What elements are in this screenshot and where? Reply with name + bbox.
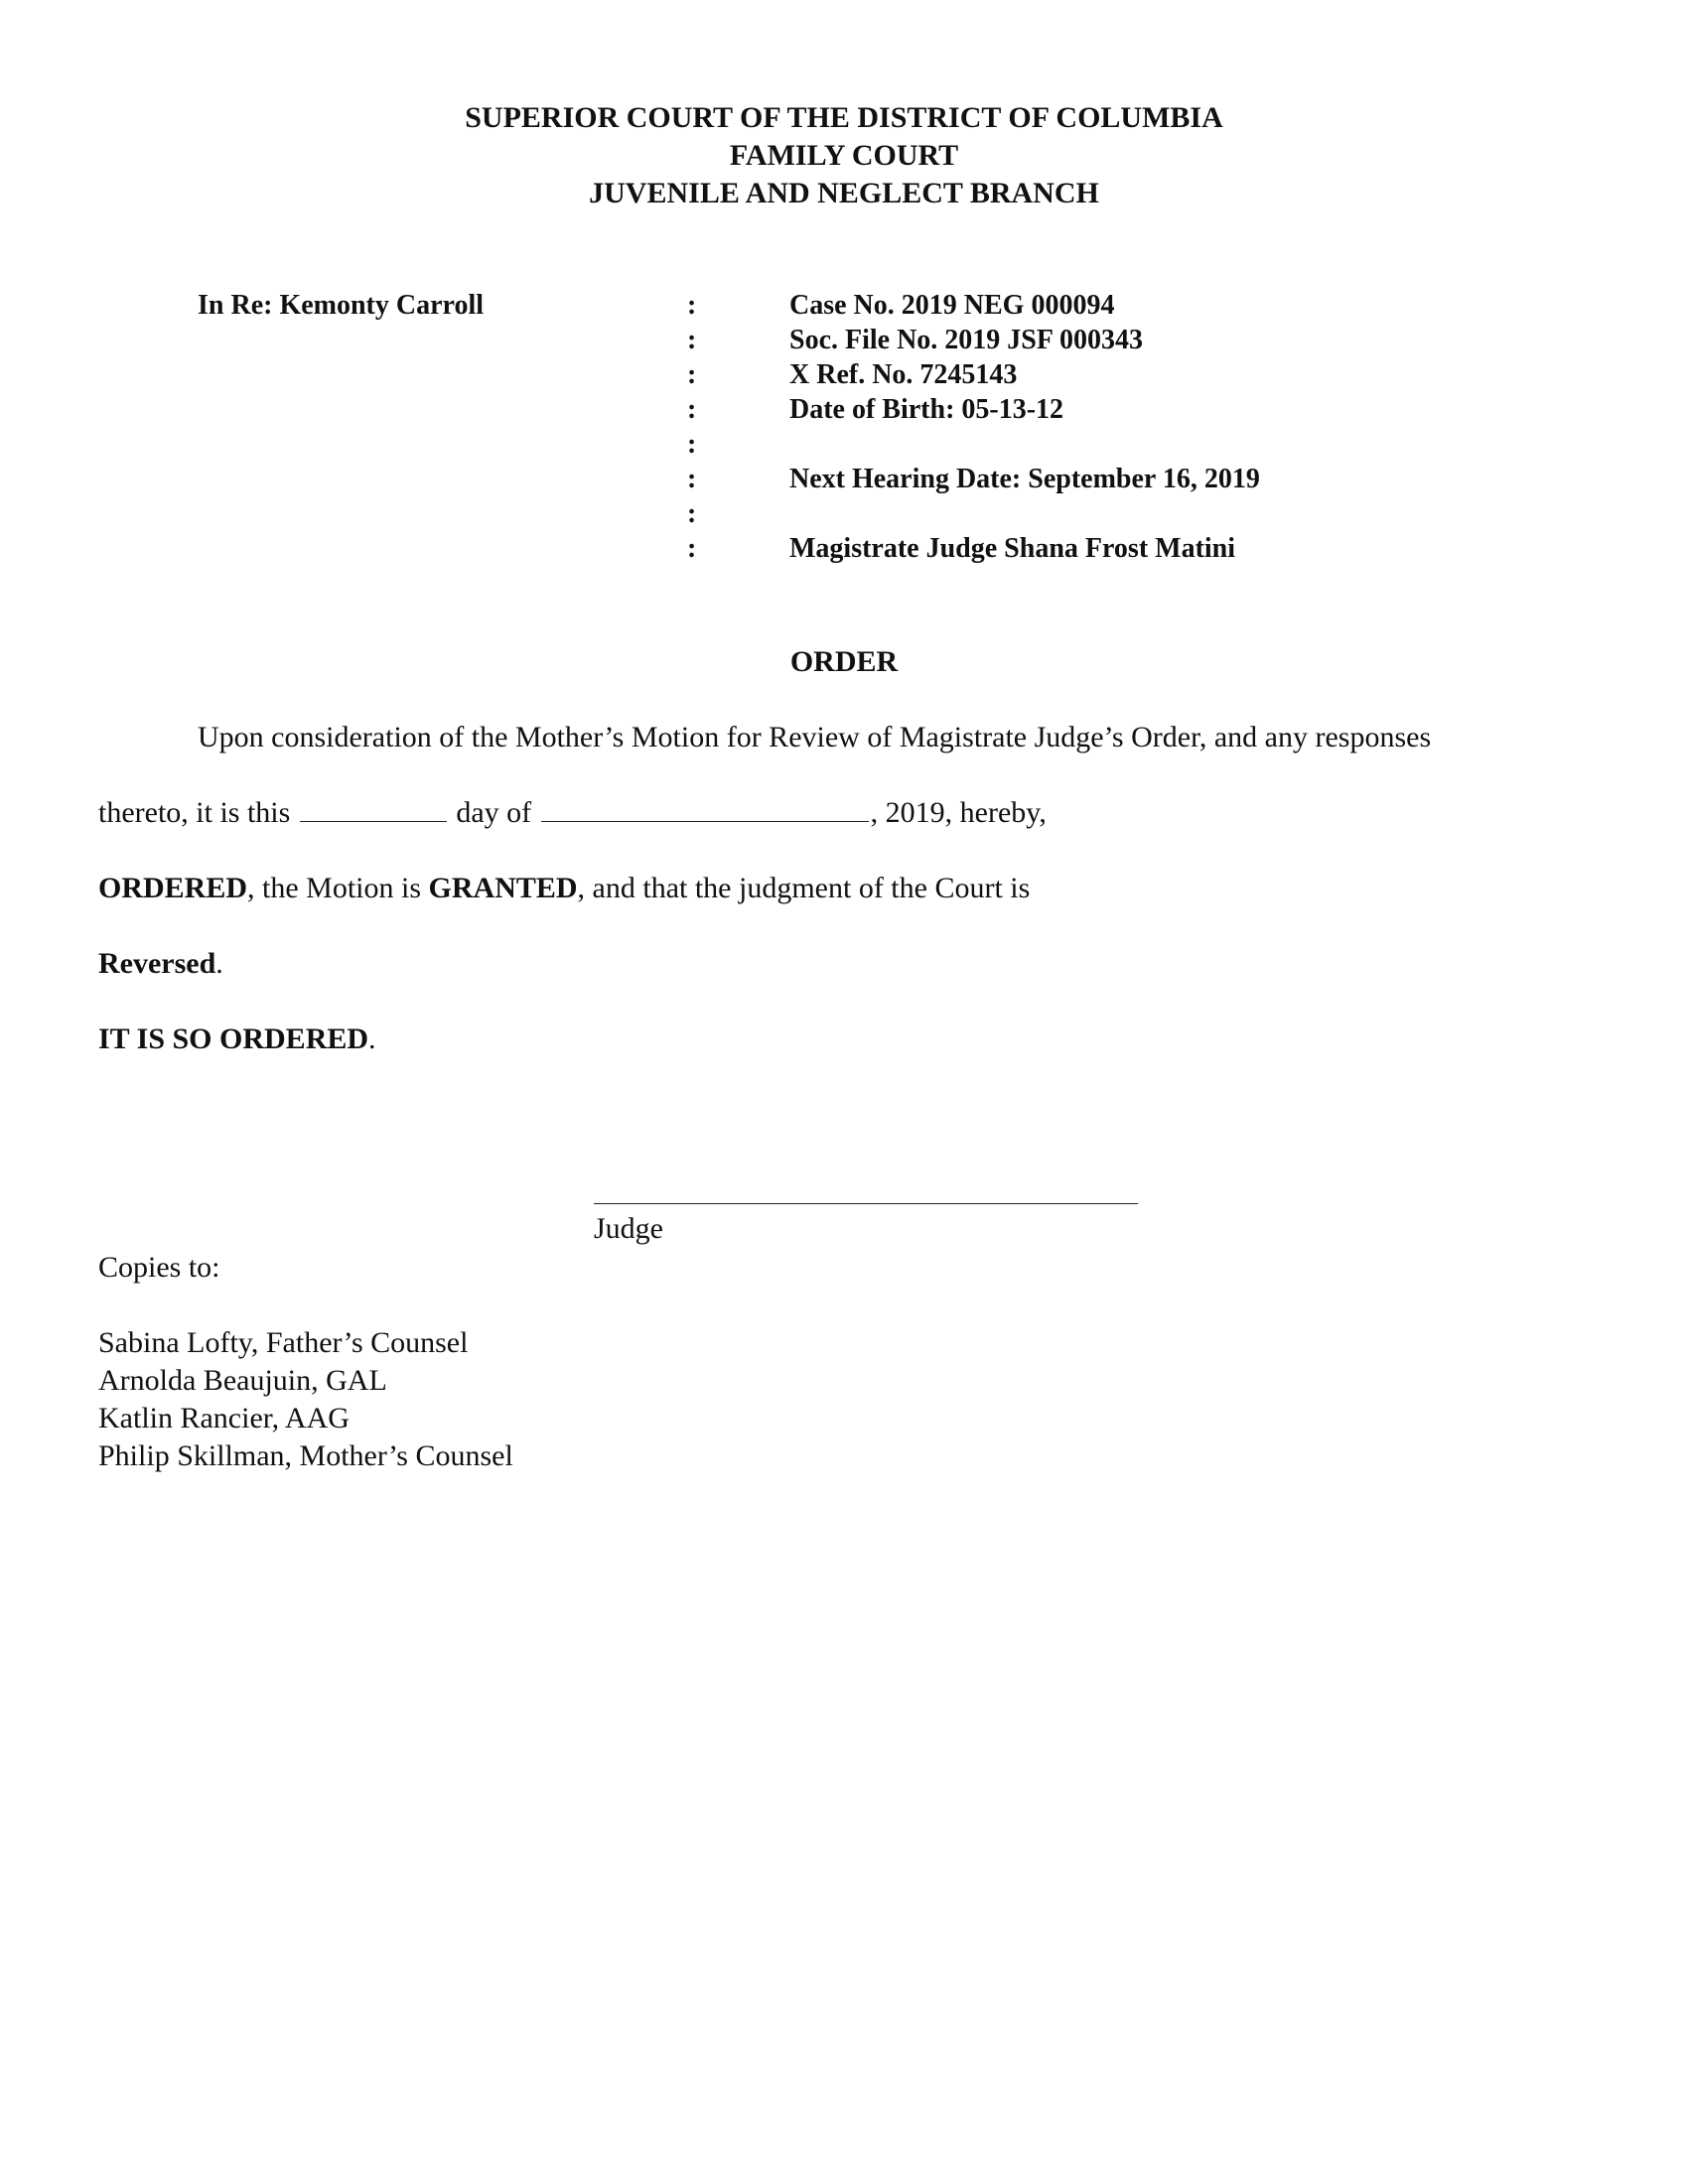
copies-recipient: Sabina Lofty, Father’s Counsel [98, 1326, 469, 1359]
order-paragraph-so-ordered [98, 1021, 376, 1058]
month-blank [541, 795, 869, 822]
order-paragraph-reversed [98, 945, 223, 983]
date-text-mid: day of [448, 796, 539, 829]
ordered-text-2: , and that the judgment of the Court is [577, 872, 1031, 904]
case-number: Case No. 2019 NEG 000094 [789, 290, 1115, 321]
court-branch: JUVENILE AND NEGLECT BRANCH [589, 177, 1099, 209]
caption-colon: : [687, 290, 697, 321]
caption-colon-column [687, 288, 696, 566]
copies-recipient: Katlin Rancier, AAG [98, 1402, 350, 1434]
day-blank [300, 795, 447, 822]
granted-keyword: GRANTED [428, 872, 578, 904]
caption-colon: : [687, 533, 697, 564]
date-text-start: thereto, it is this [98, 796, 298, 829]
reversed-keyword: Reversed [98, 947, 216, 980]
order-title: ORDER [789, 645, 899, 678]
court-name: SUPERIOR COURT OF THE DISTRICT OF COLUMBIA [465, 101, 1223, 134]
caption-colon: : [687, 429, 697, 460]
caption-colon: : [687, 498, 697, 529]
caption-spacer [789, 496, 1260, 531]
caption-colon: : [687, 394, 697, 425]
copies-recipient: Arnolda Beaujuin, GAL [98, 1364, 387, 1397]
caption-colon: : [687, 325, 697, 355]
order-paragraph-ordered [98, 870, 1030, 907]
order-paragraph-consideration: Upon consideration of the Mother’s Motion for Review of Magistrate Judge’s Order, and any responses [198, 721, 1432, 753]
order-paragraph-date [98, 794, 1047, 832]
reversed-period: . [215, 947, 223, 980]
case-caption [0, 288, 1688, 586]
so-ordered-keyword: IT IS SO ORDERED [98, 1023, 369, 1055]
date-text-end: , 2019, hereby, [870, 796, 1047, 829]
court-division: FAMILY COURT [729, 139, 959, 172]
signature-line [594, 1203, 1138, 1204]
magistrate-judge: Magistrate Judge Shana Frost Matini [789, 533, 1236, 564]
in-re-party: In Re: Kemonty Carroll [198, 290, 484, 321]
caption-colon: : [687, 359, 697, 390]
social-file-number: Soc. File No. 2019 JSF 000343 [789, 325, 1143, 355]
caption-spacer [789, 427, 1260, 462]
signature-label: Judge [594, 1212, 663, 1245]
caption-colon: : [687, 464, 697, 494]
case-info-column [789, 288, 1260, 566]
ordered-text-1: , the Motion is [247, 872, 429, 904]
copies-recipient: Philip Skillman, Mother’s Counsel [98, 1439, 513, 1472]
date-of-birth: Date of Birth: 05-13-12 [789, 394, 1064, 425]
next-hearing-date: Next Hearing Date: September 16, 2019 [789, 464, 1260, 494]
copies-label: Copies to: [98, 1251, 220, 1284]
court-header [0, 99, 1688, 212]
copies-recipient-list [98, 1324, 513, 1475]
cross-reference-number: X Ref. No. 7245143 [789, 359, 1018, 390]
so-ordered-period: . [368, 1023, 376, 1055]
ordered-keyword: ORDERED [98, 872, 248, 904]
